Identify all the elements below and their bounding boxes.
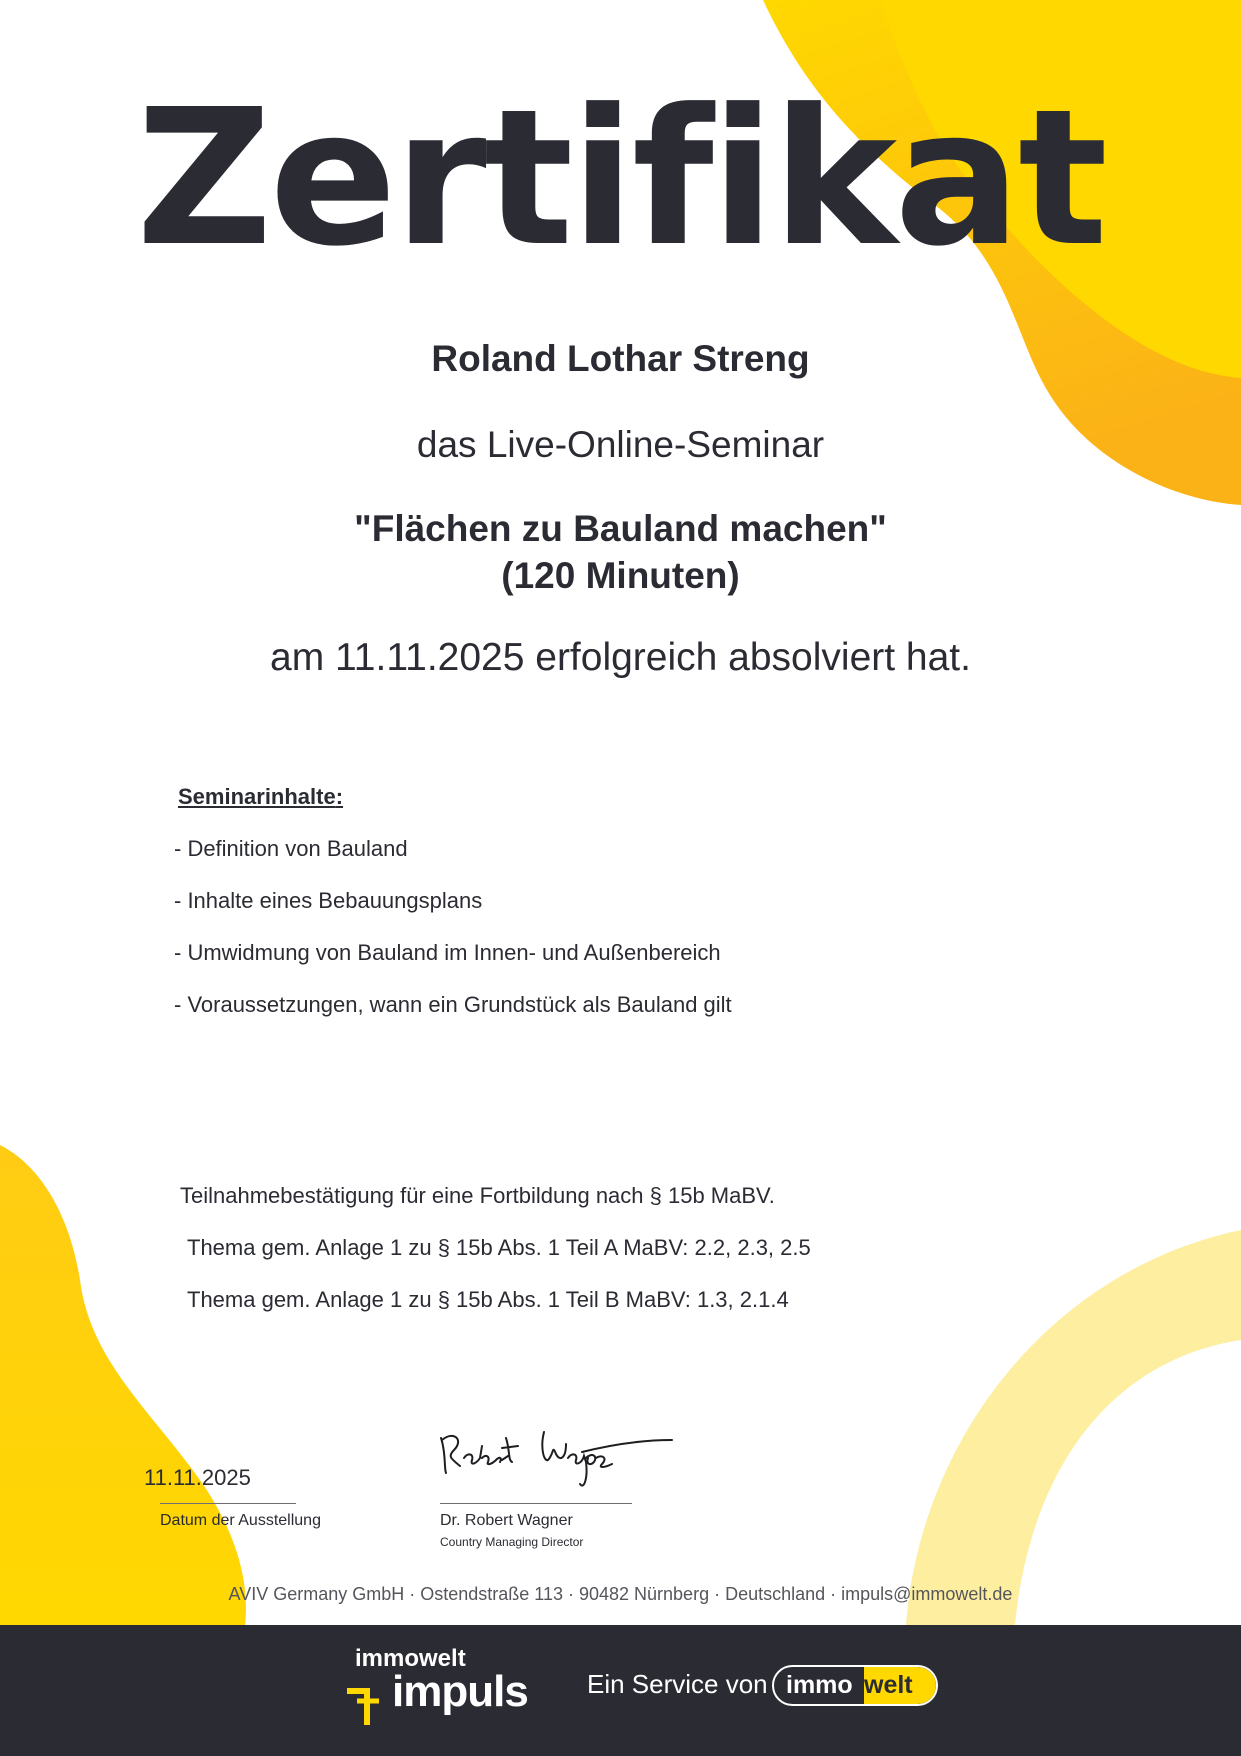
brand-impuls: impuls — [392, 1667, 528, 1716]
seminar-type: das Live-Online-Seminar — [416, 424, 825, 465]
issue-date-label: Datum der Ausstellung — [160, 1512, 321, 1529]
completion-statement: am 11.11.2025 erfolgreich absolviert hat. — [270, 636, 971, 679]
brand-immowelt-small: immowelt — [355, 1645, 466, 1672]
company-address: AVIV Germany GmbH · Ostendstraße 113 · 90482 Nürnberg · Deutschland · impuls@immowelt.de — [228, 1584, 1013, 1604]
signer-role: Country Managing Director — [440, 1535, 584, 1549]
impuls-logo-icon — [345, 1685, 385, 1729]
issue-date: 11.11.2025 — [144, 1465, 251, 1490]
certificate-title: Zertifikat — [136, 69, 1105, 288]
signer-name: Dr. Robert Wagner — [440, 1512, 573, 1529]
seminar-title: "Flächen zu Bauland machen" — [354, 508, 887, 549]
signature-text: Robert Wagner — [436, 1496, 443, 1497]
immowelt-logo-right: welt — [864, 1671, 913, 1699]
immowelt-logo-right-box — [864, 1667, 936, 1704]
list-item: - Definition von Bauland — [174, 836, 408, 861]
legal-line-part-b: Thema gem. Anlage 1 zu § 15b Abs. 1 Teil B MaBV: 1.3, 2.1.4 — [187, 1287, 789, 1312]
signature-image — [436, 1418, 676, 1498]
seminar-title-block — [0, 505, 1241, 599]
signature-line — [440, 1503, 632, 1504]
list-item: - Voraussetzungen, wann ein Grundstück als Bauland gilt — [174, 992, 732, 1017]
legal-notes — [180, 1183, 811, 1339]
legal-line-part-a: Thema gem. Anlage 1 zu § 15b Abs. 1 Teil A MaBV: 2.2, 2.3, 2.5 — [187, 1235, 811, 1260]
immowelt-logo-left: immo — [786, 1671, 853, 1699]
list-item: - Inhalte eines Bebauungsplans — [174, 888, 483, 913]
seminar-duration: (120 Minuten) — [501, 555, 740, 596]
bottom-right-ring — [906, 1230, 1241, 1625]
contents-heading-text: Seminarinhalte — [178, 784, 336, 809]
contents-heading-colon: : — [335, 784, 344, 809]
service-text: Ein Service von — [587, 1669, 768, 1699]
issue-date-line — [160, 1503, 296, 1504]
legal-line-confirmation: Teilnahmebestätigung für eine Fortbildung nach § 15b MaBV. — [180, 1183, 775, 1208]
immowelt-logo — [772, 1665, 938, 1706]
contents-list — [174, 836, 732, 1044]
list-item: - Umwidmung von Bauland im Innen- und Außenbereich — [174, 940, 721, 965]
contents-heading — [178, 784, 343, 810]
recipient-name: Roland Lothar Streng — [431, 338, 810, 379]
footer-bar — [0, 1625, 1241, 1756]
